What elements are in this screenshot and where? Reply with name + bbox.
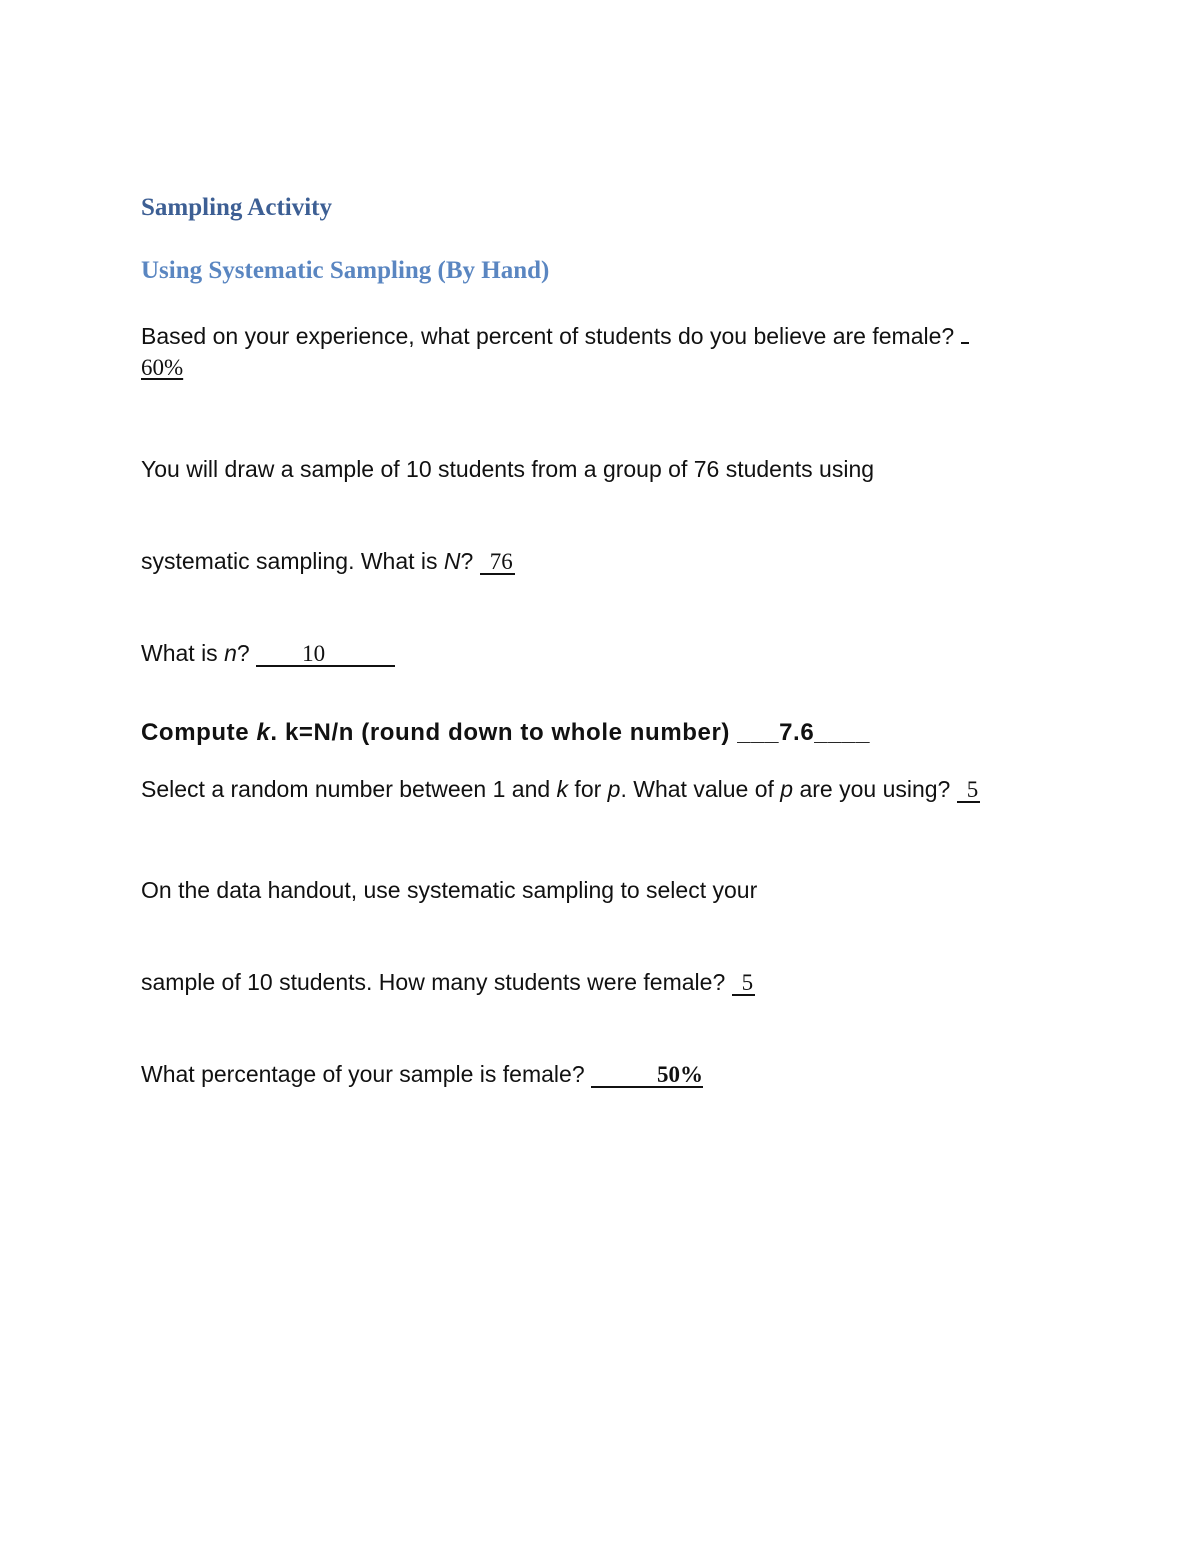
question-2-line-1: You will draw a sample of 10 students from a group of 76 students using bbox=[141, 456, 875, 482]
question-7-text: What percentage of your sample is female? bbox=[141, 1061, 585, 1087]
question-4-text: Compute bbox=[141, 719, 257, 746]
question-1 bbox=[141, 320, 969, 351]
question-5 bbox=[141, 774, 980, 804]
question-5-text-b: for bbox=[568, 776, 608, 802]
question-5-answer: 5 bbox=[957, 779, 981, 803]
question-7 bbox=[141, 1059, 703, 1089]
question-5-text-d: are you using? bbox=[793, 776, 951, 802]
question-2-text: systematic sampling. What is bbox=[141, 548, 444, 574]
question-1-text: Based on your experience, what percent of students do you believe are female? bbox=[141, 323, 955, 349]
variable-k: k bbox=[556, 776, 569, 802]
question-2-answer: 76 bbox=[480, 551, 515, 575]
question-3-answer: 10 bbox=[256, 643, 395, 667]
question-3-text: What is bbox=[141, 640, 225, 666]
question-1-answer-line bbox=[141, 352, 183, 383]
question-3-mark: ? bbox=[236, 640, 250, 666]
question-5-text-c: . What value of bbox=[620, 776, 781, 802]
variable-p: p bbox=[780, 776, 794, 802]
answer-blank bbox=[961, 320, 969, 344]
question-4-rest: . k=N/n (round down to whole number) ___7.6____ bbox=[270, 719, 871, 746]
question-3 bbox=[141, 638, 395, 668]
question-6-text: sample of 10 students. How many students were female? bbox=[141, 969, 726, 995]
variable-p: p bbox=[607, 776, 621, 802]
question-6-line-2 bbox=[141, 967, 755, 997]
question-7-answer: 50% bbox=[591, 1064, 703, 1088]
variable-N: N bbox=[443, 548, 461, 574]
variable-n: n bbox=[224, 640, 237, 666]
question-6-answer: 5 bbox=[732, 972, 756, 996]
question-2-mark: ? bbox=[460, 548, 474, 574]
document-title: Sampling Activity bbox=[141, 194, 332, 221]
question-1-answer: 60% bbox=[141, 355, 184, 380]
variable-k: k bbox=[256, 719, 271, 746]
question-5-text-a: Select a random number between 1 and bbox=[141, 776, 557, 802]
document-subtitle: Using Systematic Sampling (By Hand) bbox=[141, 257, 550, 284]
question-6-line-1: On the data handout, use systematic sampling to select your bbox=[141, 877, 758, 903]
question-4 bbox=[141, 718, 870, 748]
question-2-line-2 bbox=[141, 546, 515, 576]
